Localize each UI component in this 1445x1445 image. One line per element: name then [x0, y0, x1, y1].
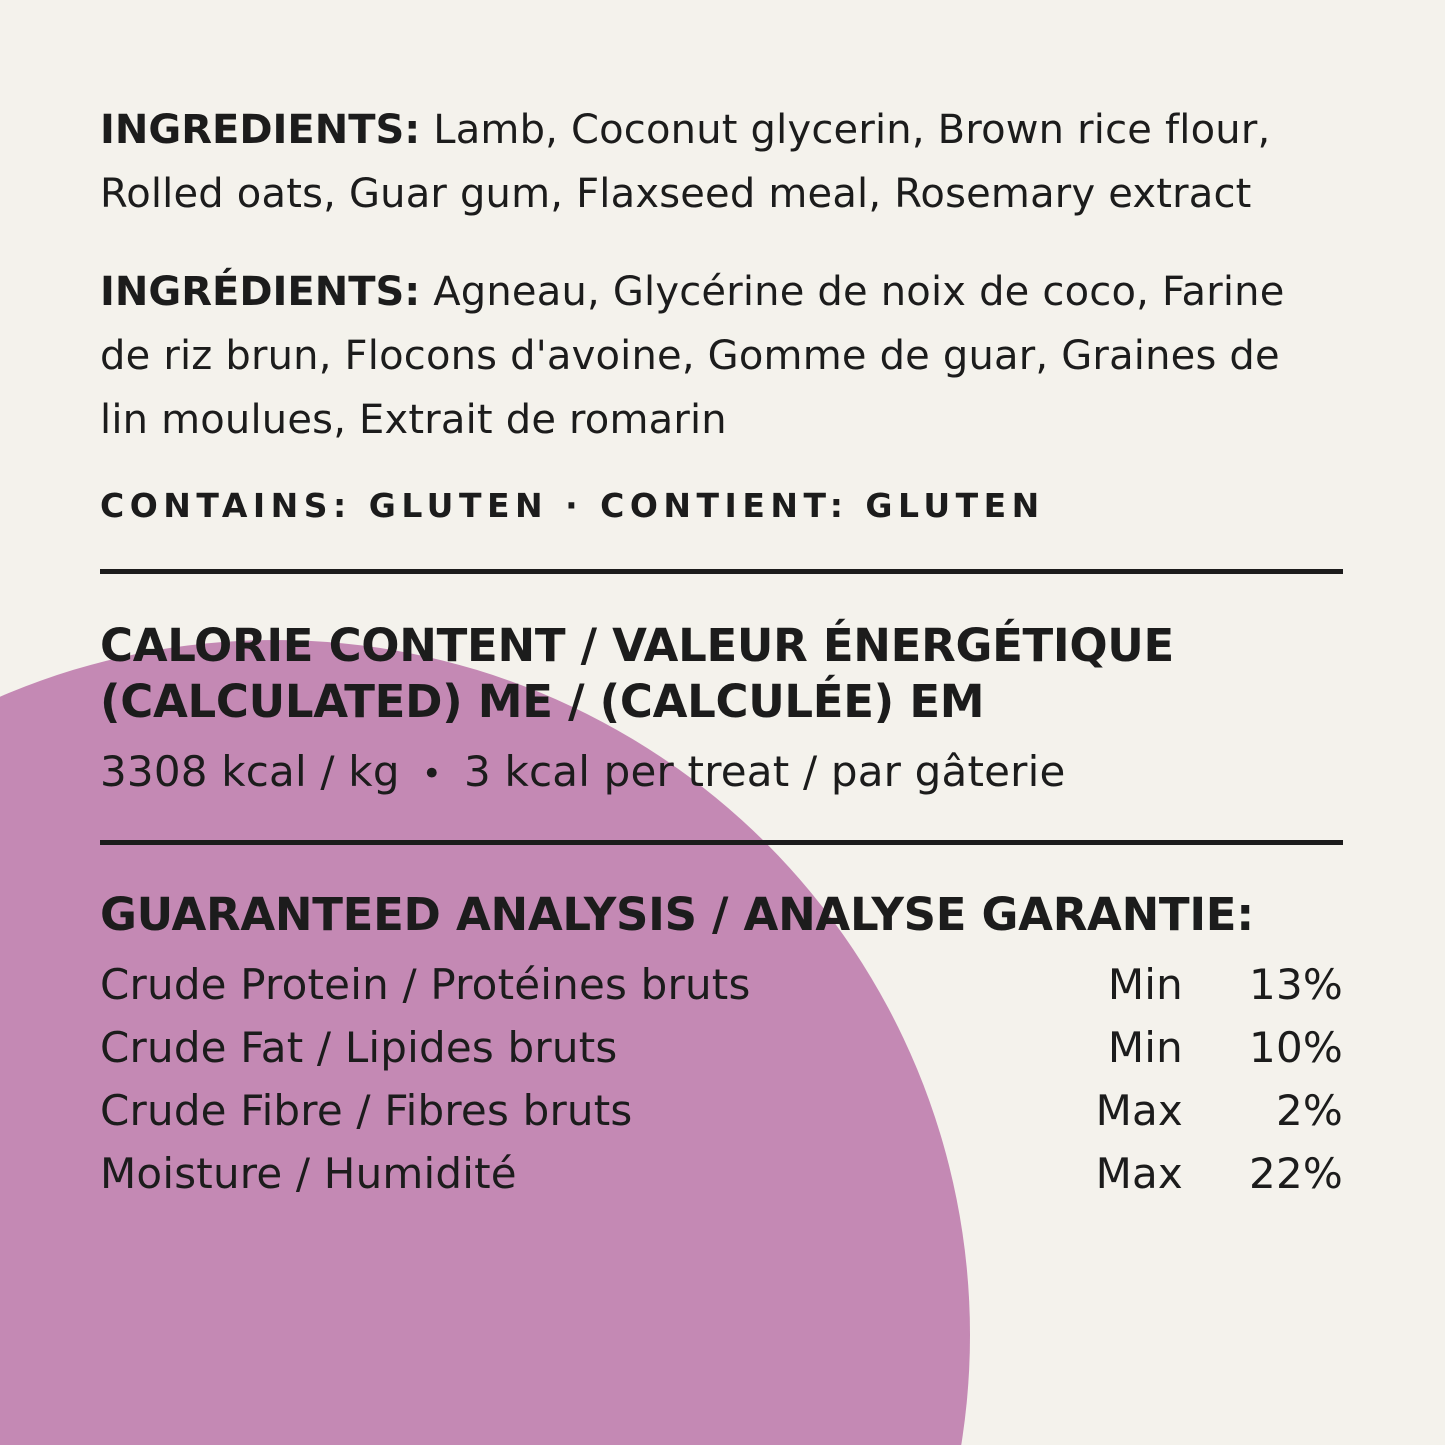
- analysis-value: 2%: [1275, 1085, 1343, 1135]
- guaranteed-analysis-heading: GUARANTEED ANALYSIS / ANALYSE GARANTIE:: [100, 887, 1254, 941]
- calorie-content-section: [100, 574, 1345, 796]
- analysis-qualifier: Max: [1095, 1148, 1183, 1198]
- ingredients-french-label: INGRÉDIENTS:: [100, 269, 421, 315]
- analysis-value: 10%: [1249, 1022, 1343, 1072]
- ingredients-english: [100, 98, 1330, 226]
- analysis-nutrient: Crude Fibre / Fibres bruts: [100, 1085, 633, 1135]
- guaranteed-analysis-section: [100, 845, 1345, 1205]
- ingredients-english-text: Lamb, Coconut glycerin, Brown rice flour, Rolled oats, Guar gum, Flaxseed meal, Rosemary extract: [100, 107, 1271, 217]
- analysis-qualifier: Min: [1107, 959, 1183, 1009]
- calorie-content-heading: CALORIE CONTENT / VALEUR ÉNERGÉTIQUE (CALCULATED) ME / (CALCULÉE) EM: [100, 619, 1174, 729]
- analysis-nutrient: Crude Fat / Lipides bruts: [100, 1022, 618, 1072]
- analysis-qualifier: Max: [1095, 1085, 1183, 1135]
- guaranteed-analysis-table: [100, 953, 1343, 1205]
- analysis-table-body: [100, 953, 1343, 1205]
- table-row: [100, 1079, 1343, 1142]
- calorie-separator: •: [421, 754, 442, 794]
- analysis-nutrient: Moisture / Humidité: [100, 1148, 517, 1198]
- ingredients-french-text: Agneau, Glycérine de noix de coco, Farine de riz brun, Flocons d'avoine, Gomme de guar, Graines de lin moulues, Extrait de romarin: [100, 269, 1285, 443]
- calorie-per-treat: 3 kcal per treat / par gâterie: [463, 746, 1066, 796]
- table-row: [100, 1142, 1343, 1205]
- analysis-value: 22%: [1249, 1148, 1343, 1198]
- contains-allergen-statement: CONTAINS: GLUTEN · CONTIENT: GLUTEN: [100, 486, 1045, 525]
- analysis-value: 13%: [1249, 959, 1343, 1009]
- analysis-qualifier: Min: [1107, 1022, 1183, 1072]
- ingredients-english-label: INGREDIENTS:: [100, 107, 421, 153]
- calorie-values: [100, 747, 1345, 796]
- calorie-per-kg: 3308 kcal / kg: [100, 746, 400, 796]
- table-row: [100, 953, 1343, 1016]
- analysis-nutrient: Crude Protein / Protéines bruts: [100, 959, 751, 1009]
- ingredients-section: [100, 0, 1345, 525]
- table-row: [100, 1016, 1343, 1079]
- ingredients-french: [100, 260, 1330, 452]
